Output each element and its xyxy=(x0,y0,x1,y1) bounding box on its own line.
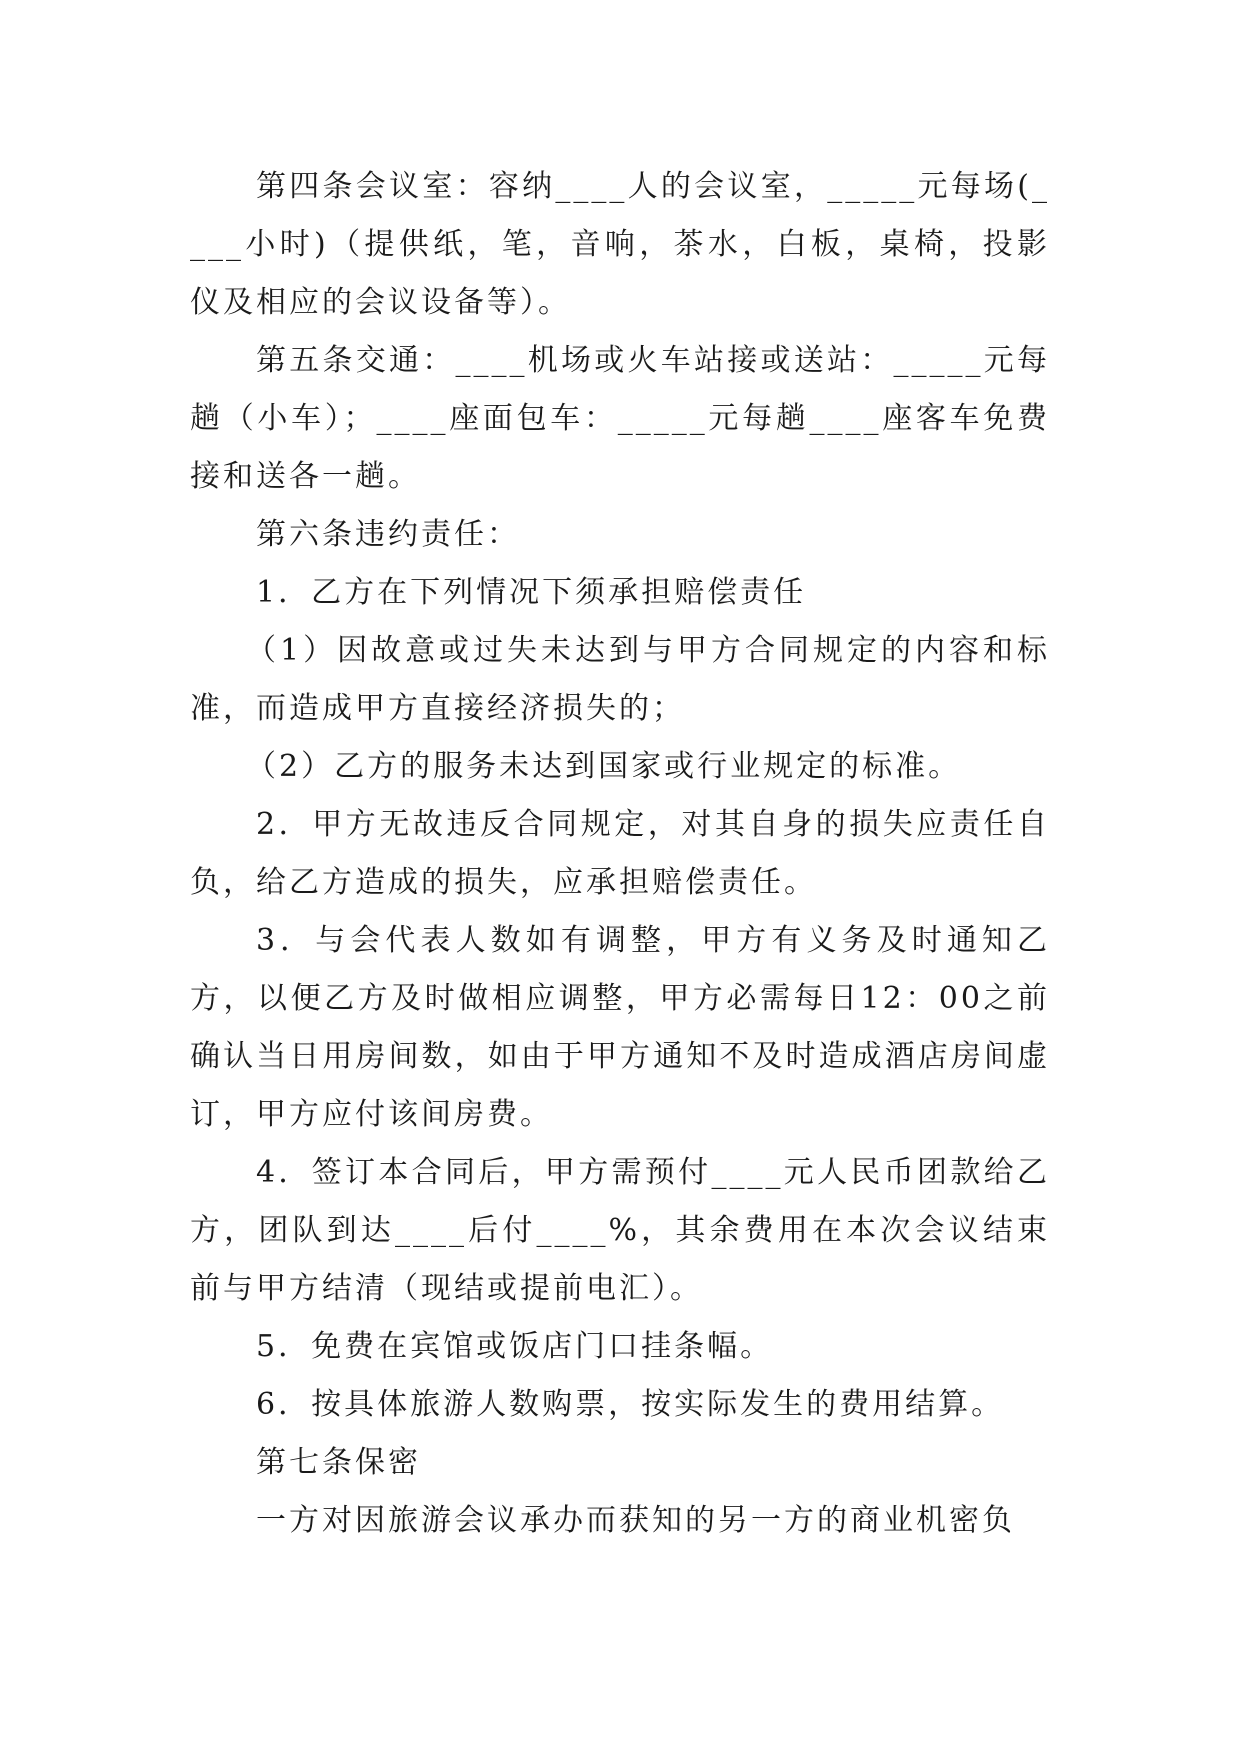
paragraph-item-3: 3．与会代表人数如有调整，甲方有义务及时通知乙方，以便乙方及时做相应调整，甲方必需每日12：00之前确认当日用房间数，如由于甲方通知不及时造成酒店房间虚订，甲方应付该间房费。 xyxy=(190,923,1050,1132)
paragraph-article-7-body: 一方对因旅游会议承办而获知的另一方的商业机密负 xyxy=(256,1503,1015,1538)
paragraph-item-6: 6．按具体旅游人数购票，按实际发生的费用结算。 xyxy=(256,1387,1005,1422)
paragraph-item-2: 2．甲方无故违反合同规定，对其自身的损失应责任自负，给乙方造成的损失，应承担赔偿责任。 xyxy=(190,807,1050,900)
paragraph-item-5: 5．免费在宾馆或饭店门口挂条幅。 xyxy=(256,1329,774,1364)
paragraph-item-1-sub-2: （2）乙方的服务未达到国家或行业规定的标准。 xyxy=(246,749,962,784)
paragraph-item-1: 1．乙方在下列情况下须承担赔偿责任 xyxy=(256,575,807,610)
paragraph-item-4: 4．签订本合同后，甲方需预付____元人民币团款给乙方，团队到达____后付____%，其余费用在本次会议结束前与甲方结清（现结或提前电汇）。 xyxy=(190,1155,1050,1306)
document-body xyxy=(190,158,1050,1550)
paragraph-article-4-meeting-room: 第四条会议室：容纳____人的会议室，_____元每场(____小时)（提供纸，笔，音响，茶水，白板，桌椅，投影仪及相应的会议设备等）。 xyxy=(190,169,1050,320)
paragraph-item-1-sub-1: （1）因故意或过失未达到与甲方合同规定的内容和标准，而造成甲方直接经济损失的； xyxy=(190,633,1050,726)
paragraph-article-7-heading: 第七条保密 xyxy=(256,1445,421,1480)
paragraph-article-5-transport: 第五条交通：____机场或火车站接或送站：_____元每趟（小车）；____座面包车：_____元每趟____座客车免费接和送各一趟。 xyxy=(190,343,1050,494)
paragraph-article-6-heading: 第六条违约责任： xyxy=(256,517,520,552)
